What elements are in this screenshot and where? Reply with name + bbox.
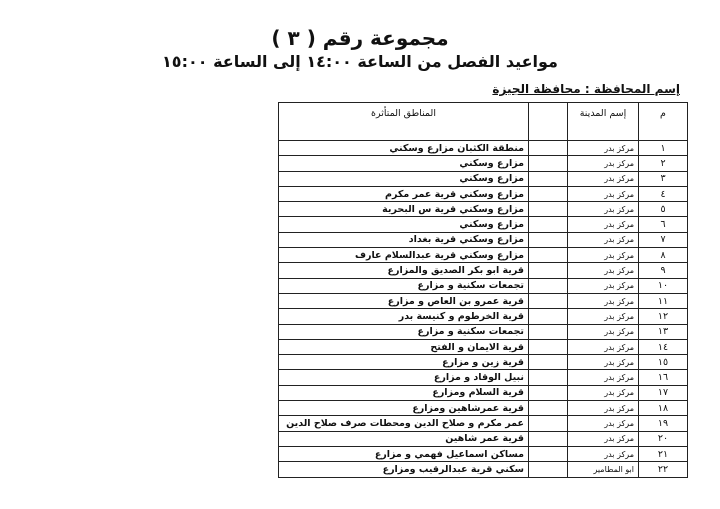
row-city: مركز بدر bbox=[568, 171, 639, 186]
row-num: ١٠ bbox=[639, 278, 688, 293]
row-city: مركز بدر bbox=[568, 263, 639, 278]
row-num: ١١ bbox=[639, 293, 688, 308]
row-area: سكني قرية عبدالرقيب ومزارع bbox=[279, 462, 529, 477]
row-spacer bbox=[529, 416, 568, 431]
table-row bbox=[279, 385, 688, 400]
row-num: ١ bbox=[639, 141, 688, 156]
row-spacer bbox=[529, 217, 568, 232]
row-num: ١٣ bbox=[639, 324, 688, 339]
row-num: ٢٠ bbox=[639, 431, 688, 446]
row-num: ١٢ bbox=[639, 309, 688, 324]
row-city: مركز بدر bbox=[568, 141, 639, 156]
table-row bbox=[279, 156, 688, 171]
row-spacer bbox=[529, 462, 568, 477]
row-city: مركز بدر bbox=[568, 324, 639, 339]
row-area: تجمعات سكنية و مزارع bbox=[279, 324, 529, 339]
table-row bbox=[279, 462, 688, 477]
table-row bbox=[279, 217, 688, 232]
row-spacer bbox=[529, 293, 568, 308]
row-spacer bbox=[529, 401, 568, 416]
row-city: ابو المطامير bbox=[568, 462, 639, 477]
row-num: ١٧ bbox=[639, 385, 688, 400]
affected-areas-table bbox=[278, 102, 688, 478]
row-area: قرية عمرشاهين ومزارع bbox=[279, 401, 529, 416]
row-area: تجمعات سكنية و مزارع bbox=[279, 278, 529, 293]
row-city: مركز بدر bbox=[568, 156, 639, 171]
row-area: قرية عمر شاهين bbox=[279, 431, 529, 446]
row-num: ٢ bbox=[639, 156, 688, 171]
row-num: ٧ bbox=[639, 232, 688, 247]
row-spacer bbox=[529, 446, 568, 461]
table-row bbox=[279, 186, 688, 201]
row-num: ٦ bbox=[639, 217, 688, 232]
row-area: مزارع وسكني قرية س البحرية bbox=[279, 202, 529, 217]
row-city: مركز بدر bbox=[568, 248, 639, 263]
row-city: مركز بدر bbox=[568, 202, 639, 217]
row-city: مركز بدر bbox=[568, 446, 639, 461]
header-areas: المناطق المتأثرة bbox=[279, 103, 529, 141]
schedule-time-subtitle: مواعيد الفصل من الساعة ١٤:٠٠ إلى الساعة ١٥:٠٠ bbox=[162, 52, 558, 71]
row-area: قرية زين و مزارع bbox=[279, 355, 529, 370]
row-area: قرية عمرو بن العاص و مزارع bbox=[279, 293, 529, 308]
table-row bbox=[279, 431, 688, 446]
row-city: مركز بدر bbox=[568, 339, 639, 354]
table-row bbox=[279, 293, 688, 308]
table-row bbox=[279, 370, 688, 385]
row-num: ٤ bbox=[639, 186, 688, 201]
row-num: ١٥ bbox=[639, 355, 688, 370]
row-area: مزارع وسكني bbox=[279, 171, 529, 186]
row-city: مركز بدر bbox=[568, 385, 639, 400]
row-spacer bbox=[529, 355, 568, 370]
row-num: ١٩ bbox=[639, 416, 688, 431]
row-num: ١٦ bbox=[639, 370, 688, 385]
table-row bbox=[279, 309, 688, 324]
page-title: مجموعة رقم ( ٣ ) bbox=[271, 26, 449, 50]
table-row bbox=[279, 401, 688, 416]
header-num: م bbox=[639, 103, 688, 141]
row-spacer bbox=[529, 156, 568, 171]
row-city: مركز بدر bbox=[568, 293, 639, 308]
row-num: ٢١ bbox=[639, 446, 688, 461]
row-spacer bbox=[529, 324, 568, 339]
row-city: مركز بدر bbox=[568, 431, 639, 446]
row-num: ١٨ bbox=[639, 401, 688, 416]
row-spacer bbox=[529, 171, 568, 186]
row-spacer bbox=[529, 232, 568, 247]
row-area: قرية الايمان و الفتح bbox=[279, 339, 529, 354]
row-num: ٩ bbox=[639, 263, 688, 278]
row-spacer bbox=[529, 309, 568, 324]
row-num: ٣ bbox=[639, 171, 688, 186]
row-spacer bbox=[529, 370, 568, 385]
row-area: قرية ابو بكر الصديق والمزارع bbox=[279, 263, 529, 278]
row-area: مزارع وسكني قرية عبدالسلام عارف bbox=[279, 248, 529, 263]
row-area: مزارع وسكني قرية عمر مكرم bbox=[279, 186, 529, 201]
row-city: مركز بدر bbox=[568, 309, 639, 324]
table-body bbox=[279, 141, 688, 478]
governorate-label: إسم المحافظة : محافظة الجيزة bbox=[492, 82, 680, 96]
table-row bbox=[279, 232, 688, 247]
row-spacer bbox=[529, 339, 568, 354]
row-spacer bbox=[529, 278, 568, 293]
table-row bbox=[279, 248, 688, 263]
row-area: قرية الخرطوم و كنيسة بدر bbox=[279, 309, 529, 324]
row-city: مركز بدر bbox=[568, 278, 639, 293]
row-city: مركز بدر bbox=[568, 232, 639, 247]
row-city: مركز بدر bbox=[568, 217, 639, 232]
row-area: منطقة الكثبان مزارع وسكني bbox=[279, 141, 529, 156]
row-city: مركز بدر bbox=[568, 186, 639, 201]
row-spacer bbox=[529, 141, 568, 156]
row-area: قرية السلام ومزارع bbox=[279, 385, 529, 400]
header-city: إسم المدينة bbox=[568, 103, 639, 141]
row-area: مزارع وسكني قرية بغداد bbox=[279, 232, 529, 247]
table-row bbox=[279, 278, 688, 293]
row-num: ٢٢ bbox=[639, 462, 688, 477]
row-area: عمر مكرم و صلاح الدين ومحطات صرف صلاح الدين bbox=[279, 416, 529, 431]
row-spacer bbox=[529, 431, 568, 446]
table-row bbox=[279, 446, 688, 461]
row-city: مركز بدر bbox=[568, 370, 639, 385]
table-row bbox=[279, 263, 688, 278]
row-city: مركز بدر bbox=[568, 401, 639, 416]
row-city: مركز بدر bbox=[568, 355, 639, 370]
header-spacer bbox=[529, 103, 568, 141]
row-area: مساكن اسماعيل فهمي و مزارع bbox=[279, 446, 529, 461]
table-row bbox=[279, 141, 688, 156]
row-city: مركز بدر bbox=[568, 416, 639, 431]
row-spacer bbox=[529, 263, 568, 278]
table-row bbox=[279, 339, 688, 354]
row-area: نبيل الوقاد و مزارع bbox=[279, 370, 529, 385]
table-row bbox=[279, 171, 688, 186]
row-spacer bbox=[529, 186, 568, 201]
row-area: مزارع وسكني bbox=[279, 156, 529, 171]
table-row bbox=[279, 202, 688, 217]
row-spacer bbox=[529, 248, 568, 263]
row-num: ٨ bbox=[639, 248, 688, 263]
table-header-row bbox=[279, 103, 688, 141]
row-spacer bbox=[529, 202, 568, 217]
row-num: ١٤ bbox=[639, 339, 688, 354]
row-spacer bbox=[529, 385, 568, 400]
table-row bbox=[279, 355, 688, 370]
table-row bbox=[279, 324, 688, 339]
table-row bbox=[279, 416, 688, 431]
row-area: مزارع وسكني bbox=[279, 217, 529, 232]
row-num: ٥ bbox=[639, 202, 688, 217]
